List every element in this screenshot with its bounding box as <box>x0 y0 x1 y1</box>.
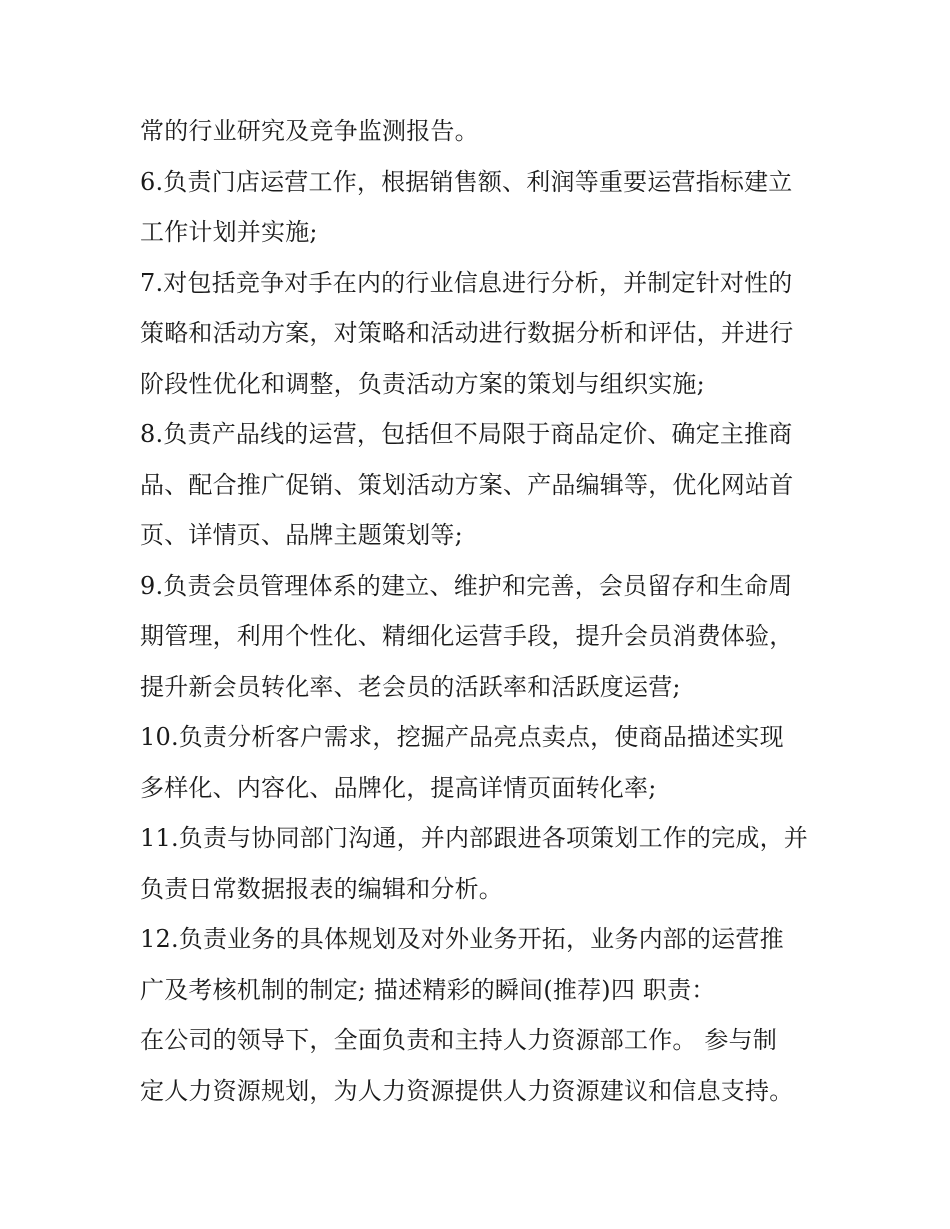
text-line: 常的行业研究及竞争监测报告。 <box>140 117 479 145</box>
text-line: 11.负责与协同部门沟通，并内部跟进各项策划工作的完成，并 <box>140 824 808 852</box>
text-line: 期管理，利用个性化、精细化运营手段，提升会员消费体验， <box>140 622 794 650</box>
text-line: 6.负责门店运营工作，根据销售额、利润等重要运营指标建立 <box>140 167 793 196</box>
text-line: 8.负责产品线的运营，包括但不局限于商品定价、确定主推商 <box>140 420 793 448</box>
text-line: 页、详情页、品牌主题策划等; <box>140 521 463 549</box>
text-line: 9.负责会员管理体系的建立、维护和完善，会员留存和生命周 <box>140 571 793 600</box>
text-line: 定人力资源规划，为人力资源提供人力资源建议和信息支持。 <box>140 1076 794 1105</box>
text-line: 12.负责业务的具体规划及对外业务开拓，业务内部的运营推 <box>140 925 784 953</box>
text-line: 10.负责分析客户需求，挖掘产品亮点卖点，使商品描述实现 <box>140 723 784 751</box>
text-line: 工作计划并实施; <box>140 218 318 246</box>
text-line: 提升新会员转化率、老会员的活跃率和活跃度运营; <box>140 672 681 701</box>
text-line: 在公司的领导下，全面负责和主持人力资源部工作。 参与制 <box>140 1026 778 1054</box>
text-line: 7.对包括竞争对手在内的行业信息进行分析，并制定针对性的 <box>140 268 793 297</box>
text-line: 负责日常数据报表的编辑和分析。 <box>140 874 503 903</box>
text-line: 多样化、内容化、品牌化，提高详情页面转化率; <box>140 773 657 802</box>
document-body <box>140 106 820 1116</box>
text-line: 策略和活动方案，对策略和活动进行数据分析和评估，并进行 <box>140 319 794 347</box>
text-line: 品、配合推广促销、策划活动方案、产品编辑等，优化网站首 <box>140 470 794 499</box>
text-line: 广及考核机制的制定; 描述精彩的瞬间(推荐)四 职责： <box>140 975 716 1004</box>
text-line: 阶段性优化和调整，负责活动方案的策划与组织实施; <box>140 369 705 398</box>
